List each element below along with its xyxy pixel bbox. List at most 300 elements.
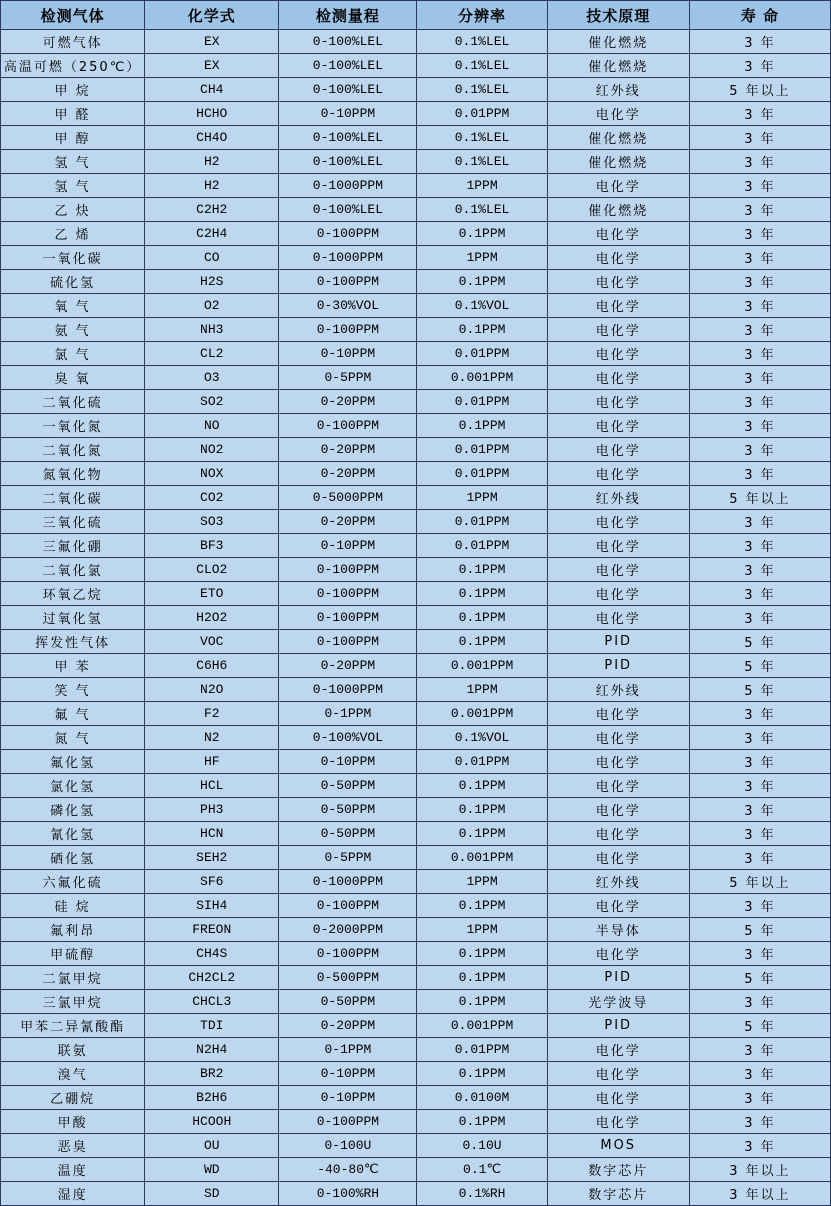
table-row (1, 1158, 831, 1182)
table-header-row (1, 1, 831, 30)
cell-formula: HCL (145, 774, 279, 798)
cell-range: 0-100PPM (279, 606, 417, 630)
cell-resolution: 0.1PPM (417, 822, 547, 846)
cell-resolution: 0.001PPM (417, 654, 547, 678)
cell-principle: 催化燃烧 (547, 150, 689, 174)
cell-formula: ETO (145, 582, 279, 606)
cell-resolution: 0.1PPM (417, 894, 547, 918)
cell-formula: FREON (145, 918, 279, 942)
cell-range: 0-1000PPM (279, 246, 417, 270)
cell-range: 0-100%LEL (279, 54, 417, 78)
cell-resolution: 0.1PPM (417, 582, 547, 606)
cell-lifetime: 3 年 (689, 534, 830, 558)
cell-gas: 一氧化氮 (1, 414, 145, 438)
cell-principle: 电化学 (547, 1086, 689, 1110)
cell-resolution: 0.1PPM (417, 318, 547, 342)
cell-principle: 电化学 (547, 1062, 689, 1086)
cell-lifetime: 3 年 (689, 726, 830, 750)
cell-gas: 甲 醇 (1, 126, 145, 150)
cell-principle: 电化学 (547, 942, 689, 966)
cell-resolution: 0.1%VOL (417, 726, 547, 750)
cell-resolution: 0.01PPM (417, 750, 547, 774)
cell-resolution: 0.1%LEL (417, 198, 547, 222)
cell-resolution: 0.1PPM (417, 774, 547, 798)
table-header (1, 1, 831, 30)
cell-lifetime: 3 年 (689, 294, 830, 318)
table-row (1, 1062, 831, 1086)
cell-principle: PID (547, 1014, 689, 1038)
cell-resolution: 0.01PPM (417, 390, 547, 414)
cell-principle: 电化学 (547, 222, 689, 246)
table-row (1, 462, 831, 486)
cell-principle: 半导体 (547, 918, 689, 942)
cell-principle: 催化燃烧 (547, 30, 689, 54)
table-row (1, 102, 831, 126)
cell-resolution: 0.1PPM (417, 270, 547, 294)
column-header-range: 检测量程 (279, 1, 417, 30)
cell-lifetime: 3 年 (689, 102, 830, 126)
table-row (1, 870, 831, 894)
cell-gas: 氯 气 (1, 342, 145, 366)
cell-gas: 温度 (1, 1158, 145, 1182)
cell-resolution: 0.1PPM (417, 630, 547, 654)
cell-formula: CH4S (145, 942, 279, 966)
cell-range: 0-100PPM (279, 558, 417, 582)
cell-gas: 氮氧化物 (1, 462, 145, 486)
cell-resolution: 0.1PPM (417, 942, 547, 966)
table-row (1, 438, 831, 462)
cell-lifetime: 3 年 (689, 1134, 830, 1158)
column-header-gas: 检测气体 (1, 1, 145, 30)
cell-resolution: 0.01PPM (417, 534, 547, 558)
cell-range: 0-20PPM (279, 438, 417, 462)
cell-lifetime: 3 年 (689, 222, 830, 246)
cell-formula: SO2 (145, 390, 279, 414)
cell-gas: 可燃气体 (1, 30, 145, 54)
cell-resolution: 0.1PPM (417, 558, 547, 582)
cell-range: 0-50PPM (279, 822, 417, 846)
cell-gas: 三氯甲烷 (1, 990, 145, 1014)
cell-range: 0-1PPM (279, 702, 417, 726)
cell-lifetime: 3 年 (689, 150, 830, 174)
cell-principle: 光学波导 (547, 990, 689, 1014)
cell-formula: H2 (145, 174, 279, 198)
cell-principle: 电化学 (547, 174, 689, 198)
cell-lifetime: 3 年 (689, 798, 830, 822)
cell-range: 0-100%RH (279, 1182, 417, 1206)
cell-range: 0-100PPM (279, 630, 417, 654)
cell-gas: 联氨 (1, 1038, 145, 1062)
cell-formula: H2 (145, 150, 279, 174)
cell-principle: 电化学 (547, 750, 689, 774)
cell-range: 0-100PPM (279, 894, 417, 918)
cell-resolution: 0.01PPM (417, 510, 547, 534)
cell-resolution: 0.1%VOL (417, 294, 547, 318)
cell-range: 0-100%LEL (279, 150, 417, 174)
cell-range: 0-1000PPM (279, 174, 417, 198)
cell-formula: SD (145, 1182, 279, 1206)
cell-gas: 氟利昂 (1, 918, 145, 942)
cell-lifetime: 3 年以上 (689, 1158, 830, 1182)
cell-formula: HCHO (145, 102, 279, 126)
cell-principle: 电化学 (547, 342, 689, 366)
cell-lifetime: 5 年以上 (689, 78, 830, 102)
table-row (1, 966, 831, 990)
cell-range: 0-100%VOL (279, 726, 417, 750)
table-row (1, 678, 831, 702)
cell-gas: 乙 烯 (1, 222, 145, 246)
cell-resolution: 0.1%RH (417, 1182, 547, 1206)
table-row (1, 774, 831, 798)
cell-principle: 数字芯片 (547, 1158, 689, 1182)
cell-gas: 氟化氢 (1, 750, 145, 774)
cell-gas: 二氧化碳 (1, 486, 145, 510)
cell-formula: EX (145, 30, 279, 54)
table-row (1, 1182, 831, 1206)
column-header-lifetime: 寿 命 (689, 1, 830, 30)
cell-formula: O3 (145, 366, 279, 390)
cell-lifetime: 3 年 (689, 414, 830, 438)
cell-lifetime: 3 年 (689, 846, 830, 870)
cell-gas: 甲酸 (1, 1110, 145, 1134)
cell-lifetime: 3 年 (689, 270, 830, 294)
cell-resolution: 0.001PPM (417, 702, 547, 726)
cell-range: 0-100PPM (279, 414, 417, 438)
cell-resolution: 0.1PPM (417, 966, 547, 990)
cell-range: 0-100PPM (279, 222, 417, 246)
cell-range: 0-50PPM (279, 774, 417, 798)
table-row (1, 246, 831, 270)
cell-principle: 数字芯片 (547, 1182, 689, 1206)
cell-formula: WD (145, 1158, 279, 1182)
cell-principle: 电化学 (547, 246, 689, 270)
table-row (1, 582, 831, 606)
table-row (1, 78, 831, 102)
cell-gas: 甲硫醇 (1, 942, 145, 966)
cell-lifetime: 5 年 (689, 1014, 830, 1038)
cell-gas: 硅 烷 (1, 894, 145, 918)
cell-principle: 电化学 (547, 318, 689, 342)
cell-formula: N2 (145, 726, 279, 750)
cell-lifetime: 3 年 (689, 246, 830, 270)
table-row (1, 942, 831, 966)
cell-resolution: 0.001PPM (417, 366, 547, 390)
cell-principle: 电化学 (547, 726, 689, 750)
cell-resolution: 0.1%LEL (417, 30, 547, 54)
cell-gas: 乙硼烷 (1, 1086, 145, 1110)
cell-range: 0-10PPM (279, 102, 417, 126)
cell-principle: MOS (547, 1134, 689, 1158)
cell-gas: 乙 炔 (1, 198, 145, 222)
cell-gas: 氧 气 (1, 294, 145, 318)
cell-principle: 红外线 (547, 78, 689, 102)
cell-formula: B2H6 (145, 1086, 279, 1110)
cell-lifetime: 3 年 (689, 750, 830, 774)
cell-principle: 电化学 (547, 1038, 689, 1062)
cell-gas: 湿度 (1, 1182, 145, 1206)
table-row (1, 54, 831, 78)
cell-range: 0-30%VOL (279, 294, 417, 318)
cell-principle: 电化学 (547, 846, 689, 870)
cell-formula: SEH2 (145, 846, 279, 870)
table-row (1, 366, 831, 390)
table-row (1, 918, 831, 942)
table-row (1, 702, 831, 726)
cell-lifetime: 3 年 (689, 942, 830, 966)
cell-principle: 电化学 (547, 798, 689, 822)
cell-formula: CHCL3 (145, 990, 279, 1014)
cell-resolution: 0.1PPM (417, 606, 547, 630)
table-row (1, 798, 831, 822)
table-row (1, 846, 831, 870)
table-row (1, 822, 831, 846)
cell-formula: SIH4 (145, 894, 279, 918)
cell-formula: C2H2 (145, 198, 279, 222)
cell-principle: 电化学 (547, 390, 689, 414)
cell-resolution: 0.1PPM (417, 414, 547, 438)
column-header-resolution: 分辨率 (417, 1, 547, 30)
cell-principle: 红外线 (547, 870, 689, 894)
cell-lifetime: 5 年 (689, 654, 830, 678)
cell-formula: NH3 (145, 318, 279, 342)
cell-range: 0-100%LEL (279, 198, 417, 222)
cell-gas: 溴气 (1, 1062, 145, 1086)
cell-formula: VOC (145, 630, 279, 654)
cell-principle: 催化燃烧 (547, 198, 689, 222)
cell-resolution: 0.001PPM (417, 1014, 547, 1038)
cell-principle: 电化学 (547, 534, 689, 558)
cell-resolution: 0.001PPM (417, 846, 547, 870)
cell-formula: BR2 (145, 1062, 279, 1086)
table-row (1, 990, 831, 1014)
cell-formula: N2H4 (145, 1038, 279, 1062)
cell-resolution: 0.1PPM (417, 1062, 547, 1086)
cell-formula: SO3 (145, 510, 279, 534)
table-row (1, 318, 831, 342)
cell-gas: 三氧化硫 (1, 510, 145, 534)
cell-range: 0-500PPM (279, 966, 417, 990)
cell-lifetime: 3 年 (689, 1038, 830, 1062)
cell-principle: 电化学 (547, 510, 689, 534)
table-row (1, 654, 831, 678)
cell-formula: O2 (145, 294, 279, 318)
cell-resolution: 1PPM (417, 870, 547, 894)
cell-principle: 电化学 (547, 270, 689, 294)
cell-principle: PID (547, 654, 689, 678)
cell-formula: BF3 (145, 534, 279, 558)
table-row (1, 414, 831, 438)
cell-range: 0-100PPM (279, 582, 417, 606)
cell-formula: CLO2 (145, 558, 279, 582)
table-row (1, 390, 831, 414)
cell-range: 0-2000PPM (279, 918, 417, 942)
cell-principle: PID (547, 630, 689, 654)
cell-resolution: 0.1℃ (417, 1158, 547, 1182)
cell-resolution: 0.1%LEL (417, 54, 547, 78)
cell-range: 0-100%LEL (279, 78, 417, 102)
cell-resolution: 0.1PPM (417, 798, 547, 822)
cell-resolution: 0.0100M (417, 1086, 547, 1110)
cell-formula: F2 (145, 702, 279, 726)
cell-range: 0-1000PPM (279, 870, 417, 894)
cell-formula: HCN (145, 822, 279, 846)
cell-gas: 氟 气 (1, 702, 145, 726)
cell-range: 0-10PPM (279, 342, 417, 366)
cell-gas: 环氧乙烷 (1, 582, 145, 606)
cell-gas: 二氯甲烷 (1, 966, 145, 990)
table-row (1, 1014, 831, 1038)
cell-resolution: 0.01PPM (417, 438, 547, 462)
cell-resolution: 0.1PPM (417, 222, 547, 246)
cell-lifetime: 3 年 (689, 54, 830, 78)
cell-range: 0-100PPM (279, 1110, 417, 1134)
cell-resolution: 0.01PPM (417, 1038, 547, 1062)
cell-resolution: 0.1PPM (417, 1110, 547, 1134)
cell-gas: 甲 苯 (1, 654, 145, 678)
cell-gas: 氨 气 (1, 318, 145, 342)
cell-formula: H2S (145, 270, 279, 294)
cell-formula: CO2 (145, 486, 279, 510)
table-row (1, 1086, 831, 1110)
cell-principle: 电化学 (547, 102, 689, 126)
cell-range: 0-5PPM (279, 846, 417, 870)
cell-principle: 电化学 (547, 582, 689, 606)
cell-gas: 氮 气 (1, 726, 145, 750)
cell-lifetime: 5 年 (689, 678, 830, 702)
cell-resolution: 0.01PPM (417, 342, 547, 366)
cell-lifetime: 3 年 (689, 702, 830, 726)
cell-resolution: 1PPM (417, 246, 547, 270)
cell-lifetime: 5 年 (689, 918, 830, 942)
cell-formula: NO (145, 414, 279, 438)
cell-range: 0-100PPM (279, 942, 417, 966)
cell-formula: CO (145, 246, 279, 270)
column-header-principle: 技术原理 (547, 1, 689, 30)
cell-gas: 高温可燃（250℃） (1, 54, 145, 78)
cell-resolution: 0.1PPM (417, 990, 547, 1014)
cell-lifetime: 3 年 (689, 1110, 830, 1134)
cell-gas: 挥发性气体 (1, 630, 145, 654)
cell-gas: 臭 氧 (1, 366, 145, 390)
cell-formula: C2H4 (145, 222, 279, 246)
cell-formula: CH4O (145, 126, 279, 150)
cell-range: 0-100%LEL (279, 30, 417, 54)
cell-range: 0-100%LEL (279, 126, 417, 150)
cell-principle: 催化燃烧 (547, 126, 689, 150)
cell-range: 0-50PPM (279, 798, 417, 822)
cell-range: 0-20PPM (279, 390, 417, 414)
cell-lifetime: 3 年 (689, 1086, 830, 1110)
table-row (1, 150, 831, 174)
cell-range: 0-10PPM (279, 534, 417, 558)
cell-range: 0-10PPM (279, 1062, 417, 1086)
cell-range: 0-5PPM (279, 366, 417, 390)
cell-lifetime: 5 年以上 (689, 486, 830, 510)
cell-gas: 二氧化氮 (1, 438, 145, 462)
cell-lifetime: 3 年 (689, 1062, 830, 1086)
cell-range: 0-5000PPM (279, 486, 417, 510)
cell-lifetime: 3 年 (689, 822, 830, 846)
cell-principle: 电化学 (547, 438, 689, 462)
table-row (1, 1134, 831, 1158)
cell-principle: 红外线 (547, 678, 689, 702)
cell-resolution: 1PPM (417, 486, 547, 510)
cell-lifetime: 3 年 (689, 606, 830, 630)
cell-resolution: 1PPM (417, 678, 547, 702)
cell-principle: 电化学 (547, 294, 689, 318)
table-row (1, 174, 831, 198)
cell-formula: OU (145, 1134, 279, 1158)
cell-range: 0-100PPM (279, 318, 417, 342)
cell-gas: 甲 醛 (1, 102, 145, 126)
cell-lifetime: 3 年 (689, 342, 830, 366)
cell-gas: 甲苯二异氰酸酯 (1, 1014, 145, 1038)
cell-lifetime: 3 年 (689, 438, 830, 462)
table-row (1, 30, 831, 54)
cell-range: 0-1PPM (279, 1038, 417, 1062)
cell-lifetime: 3 年 (689, 366, 830, 390)
table-row (1, 294, 831, 318)
cell-gas: 磷化氢 (1, 798, 145, 822)
column-header-formula: 化学式 (145, 1, 279, 30)
cell-range: 0-20PPM (279, 462, 417, 486)
cell-lifetime: 3 年以上 (689, 1182, 830, 1206)
cell-lifetime: 3 年 (689, 174, 830, 198)
cell-principle: 电化学 (547, 462, 689, 486)
table-row (1, 606, 831, 630)
cell-range: 0-20PPM (279, 1014, 417, 1038)
cell-principle: PID (547, 966, 689, 990)
table-row (1, 1038, 831, 1062)
cell-principle: 红外线 (547, 486, 689, 510)
cell-formula: HCOOH (145, 1110, 279, 1134)
cell-formula: N2O (145, 678, 279, 702)
cell-lifetime: 3 年 (689, 198, 830, 222)
cell-gas: 过氧化氢 (1, 606, 145, 630)
table-row (1, 894, 831, 918)
cell-lifetime: 3 年 (689, 774, 830, 798)
cell-range: 0-100PPM (279, 270, 417, 294)
cell-range: 0-100U (279, 1134, 417, 1158)
cell-gas: 二氧化氯 (1, 558, 145, 582)
cell-gas: 一氧化碳 (1, 246, 145, 270)
cell-range: 0-10PPM (279, 1086, 417, 1110)
cell-resolution: 0.10U (417, 1134, 547, 1158)
cell-principle: 催化燃烧 (547, 54, 689, 78)
cell-gas: 甲 烷 (1, 78, 145, 102)
cell-gas: 硫化氢 (1, 270, 145, 294)
table-body (1, 30, 831, 1206)
cell-lifetime: 3 年 (689, 30, 830, 54)
cell-formula: NOX (145, 462, 279, 486)
cell-formula: TDI (145, 1014, 279, 1038)
cell-principle: 电化学 (547, 822, 689, 846)
table-row (1, 558, 831, 582)
cell-gas: 氢 气 (1, 174, 145, 198)
cell-resolution: 0.1%LEL (417, 126, 547, 150)
cell-lifetime: 3 年 (689, 510, 830, 534)
cell-resolution: 0.01PPM (417, 462, 547, 486)
cell-lifetime: 5 年以上 (689, 870, 830, 894)
cell-resolution: 1PPM (417, 174, 547, 198)
cell-gas: 氢 气 (1, 150, 145, 174)
table-row (1, 342, 831, 366)
cell-formula: H2O2 (145, 606, 279, 630)
cell-lifetime: 3 年 (689, 894, 830, 918)
cell-lifetime: 3 年 (689, 462, 830, 486)
cell-principle: 电化学 (547, 414, 689, 438)
table-row (1, 726, 831, 750)
